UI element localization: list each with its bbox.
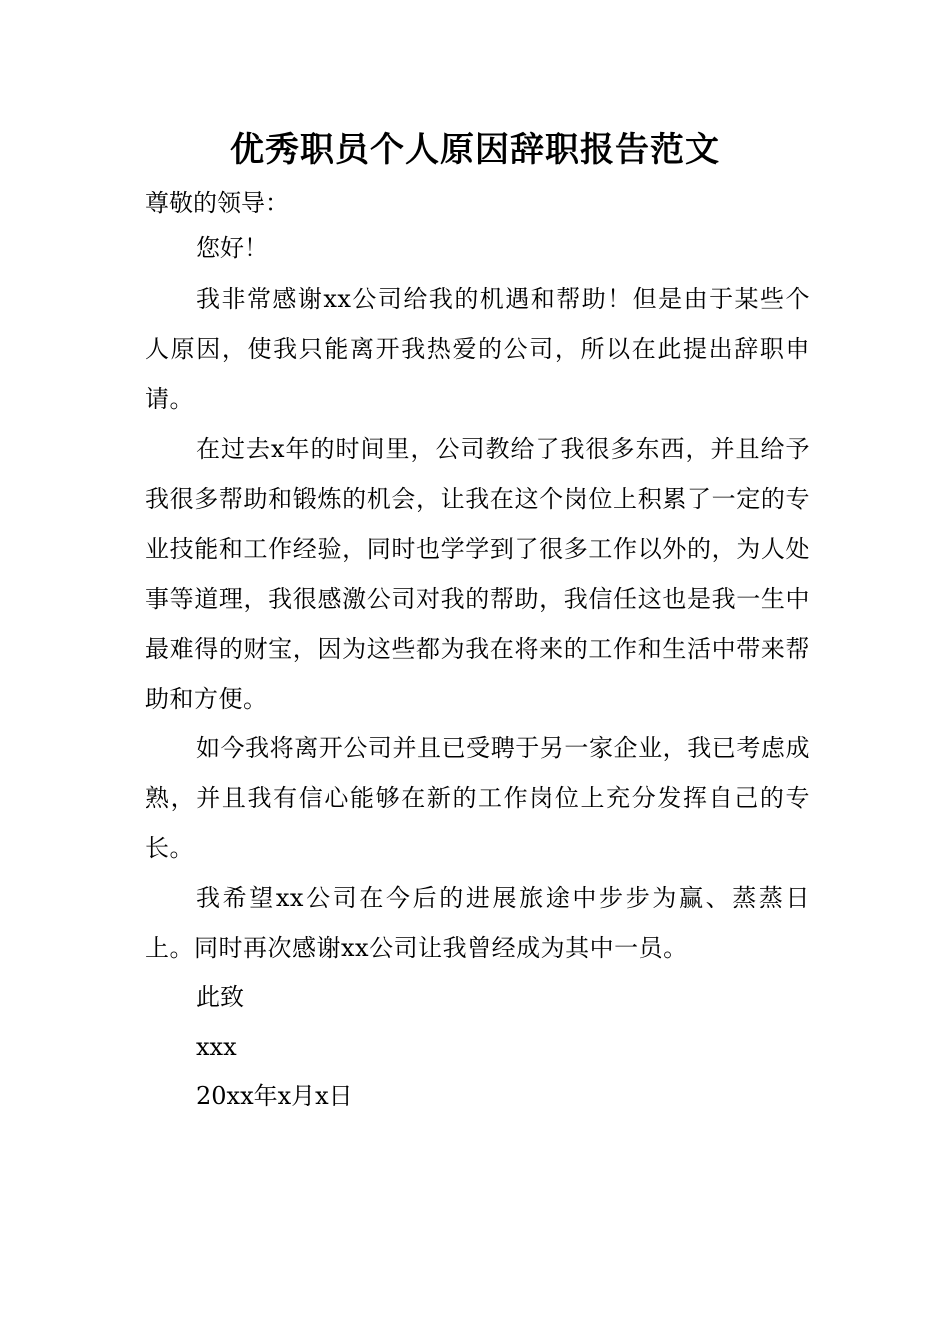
paragraph-1 [145,274,810,424]
signature: xxx [196,1033,237,1061]
closing: 此致 [196,983,244,1011]
paragraph-text: 我希望xx公司在今后的进展旅途中步步为赢、蒸蒸日上。同时再次感谢xx公司让我曾经成为其中一员。 [145,884,810,962]
date: 20xx年x月x日 [196,1082,353,1110]
paragraph-text: 我非常感谢xx公司给我的机遇和帮助！但是由于某些个人原因，使我只能离开我热爱的公司，所以在此提出辞职申请。 [145,285,810,413]
greeting: 您好！ [196,234,268,262]
paragraph-3 [145,723,810,873]
paragraph-4 [145,873,810,973]
document-title: 优秀职员个人原因辞职报告范文 [230,130,720,170]
salutation: 尊敬的领导： [145,189,289,217]
paragraph-text: 在过去x年的时间里，公司教给了我很多东西，并且给予我很多帮助和锻炼的机会，让我在这个岗位上积累了一定的专业技能和工作经验，同时也学学到了很多工作以外的，为人处事等道理，我很感激公司对我的帮助，我信任这也是我一生中最难得的财宝，因为这些都为我在将来的工作和生活中带来帮助和方便。 [145,435,810,713]
paragraph-2 [145,424,810,724]
paragraph-text: 如今我将离开公司并且已受聘于另一家企业，我已考虑成熟，并且我有信心能够在新的工作岗位上充分发挥自己的专长。 [145,734,810,862]
